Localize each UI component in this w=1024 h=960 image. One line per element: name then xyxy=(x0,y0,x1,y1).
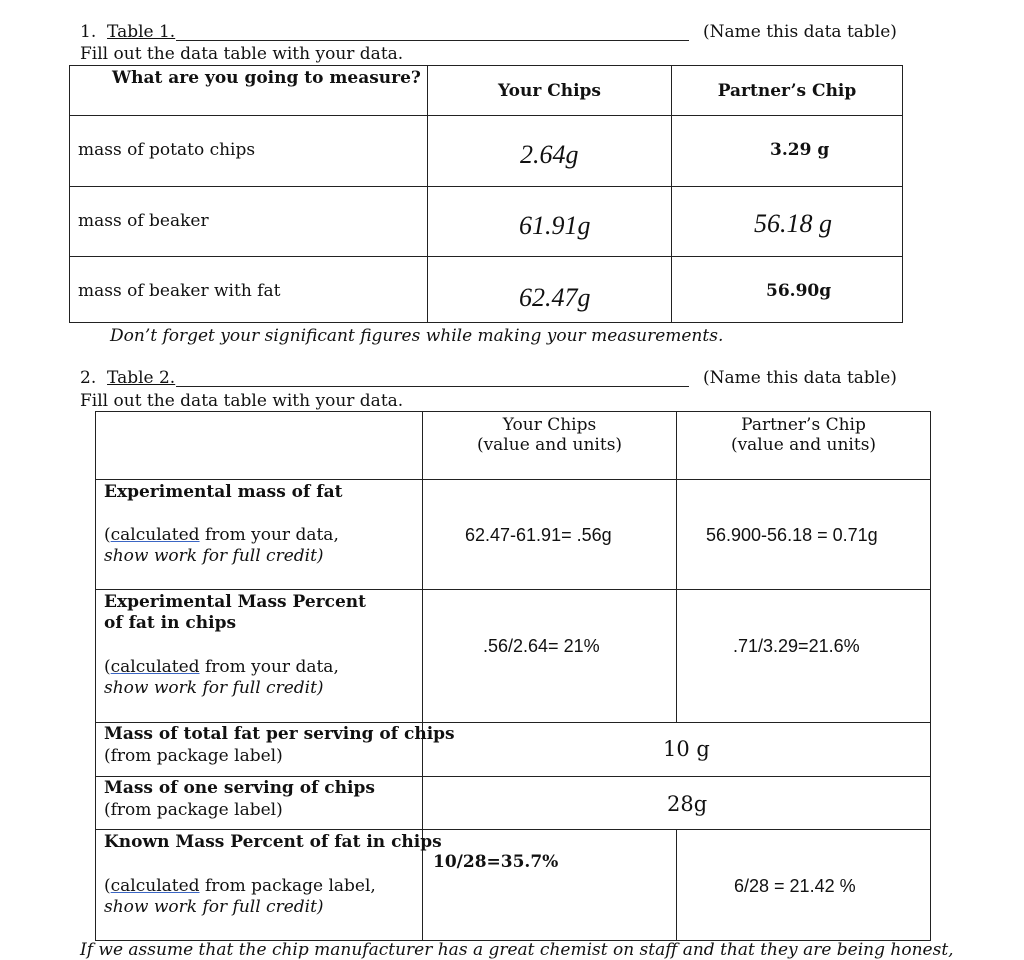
table-row xyxy=(70,187,903,257)
table2-row2-calc: (calculated from your data, xyxy=(104,657,339,677)
footer-text: If we assume that the chip manufacturer has a great chemist on staff and that they are being honest, xyxy=(80,940,954,960)
table1-row1-partner: 3.29 g xyxy=(770,140,830,160)
table1-header-row xyxy=(70,66,903,116)
table-row xyxy=(96,830,931,941)
table-row xyxy=(96,590,931,723)
table2-row3-title: Mass of total fat per serving of chips xyxy=(104,724,455,744)
table-row xyxy=(70,116,903,187)
table2-header-partner-line2: (value and units) xyxy=(730,435,877,455)
table1-row3-partner: 56.90g xyxy=(766,281,832,301)
table2-name-hint: (Name this data table) xyxy=(703,368,897,388)
table2 xyxy=(95,411,931,941)
table2-header-partner xyxy=(677,412,931,480)
table2-row5-title: Known Mass Percent of fat in chips xyxy=(104,832,442,852)
table1-header-your: Your Chips xyxy=(428,66,672,116)
table2-row4-sub: (from package label) xyxy=(104,800,283,820)
table1-heading xyxy=(80,22,175,42)
table-row xyxy=(96,777,931,830)
table2-row5-label-cell xyxy=(96,830,442,941)
table2-header-row xyxy=(96,412,931,480)
table2-row3-label-cell xyxy=(96,723,455,777)
table2-name-line[interactable] xyxy=(176,386,689,387)
table2-row5-your: 10/28=35.7% xyxy=(433,852,559,872)
table2-row1-partner-cell[interactable] xyxy=(677,480,931,590)
table2-row5-show: show work for full credit) xyxy=(104,897,324,917)
table2-row2-label-cell xyxy=(96,590,423,723)
table1-row1-label-cell xyxy=(70,116,428,187)
table2-row3-value: 10 g xyxy=(663,737,710,761)
table2-header-your xyxy=(423,412,677,480)
table2-row2-your-cell[interactable] xyxy=(423,590,677,723)
table2-title: Table 2. xyxy=(107,368,176,388)
table2-row5-partner: 6/28 = 21.42 % xyxy=(734,876,856,896)
table1-header-measure-cell xyxy=(70,66,428,116)
table-row xyxy=(96,723,931,777)
table2-header-partner-line1: Partner’s Chip xyxy=(741,415,866,435)
table2-row4-title: Mass of one serving of chips xyxy=(104,778,375,798)
table2-header-blank xyxy=(96,412,423,480)
table2-row2-show: show work for full credit) xyxy=(104,678,324,698)
table1-name-line[interactable] xyxy=(176,40,689,41)
table1-row1-your-cell[interactable] xyxy=(428,116,672,187)
table2-row4-label-cell xyxy=(96,777,423,830)
table1-title: Table 1. xyxy=(107,22,176,42)
table1-row2-your: 61.91g xyxy=(519,211,591,240)
table2-row1-your-cell[interactable] xyxy=(423,480,677,590)
table2-header-your-line1: Your Chips xyxy=(502,415,597,435)
table2-row2-title-1: Experimental Mass Percent xyxy=(104,592,366,612)
table2-row3-sub: (from package label) xyxy=(104,746,283,766)
table2-header-your-line2: (value and units) xyxy=(476,435,623,455)
table2-row2-title-2: of fat in chips xyxy=(104,613,237,633)
table1-row2-label-cell xyxy=(70,187,428,257)
sig-fig-note: Don’t forget your significant figures while making your measurements. xyxy=(110,326,724,346)
table1-row1-your: 2.64g xyxy=(520,140,579,169)
table1-row2-label: mass of beaker xyxy=(78,211,209,231)
table2-row4-value-cell[interactable] xyxy=(423,777,931,830)
table1-row2-your-cell[interactable] xyxy=(428,187,672,257)
table1-row2-partner: 56.18 g xyxy=(754,209,832,238)
table1-row3-label-cell xyxy=(70,257,428,323)
table2-row5-calc: (calculated from package label, xyxy=(104,876,376,896)
table2-instruction: Fill out the data table with your data. xyxy=(80,391,404,411)
table2-row2-your: .56/2.64= 21% xyxy=(483,636,600,656)
table2-row4-value: 28g xyxy=(667,792,708,816)
table-row xyxy=(96,480,931,590)
table2-number: 2. xyxy=(80,368,97,388)
table2-row1-title: Experimental mass of fat xyxy=(104,482,343,502)
table2-row2-partner: .71/3.29=21.6% xyxy=(733,636,860,656)
table1-row3-label: mass of beaker with fat xyxy=(78,281,281,301)
table1-instruction: Fill out the data table with your data. xyxy=(80,44,404,64)
table2-row2-partner-cell[interactable] xyxy=(677,590,931,723)
table1-row1-label: mass of potato chips xyxy=(78,140,256,160)
table1-header-measure: What are you going to measure? xyxy=(112,68,421,88)
table1-row3-your: 62.47g xyxy=(519,283,591,312)
table2-row1-partner: 56.900-56.18 = 0.71g xyxy=(706,525,878,545)
table2-row1-label-cell xyxy=(96,480,423,590)
table2-row5-your-cell[interactable] xyxy=(423,830,677,941)
table1-row1-partner-cell[interactable] xyxy=(672,116,903,187)
table2-row1-calc: (calculated from your data, xyxy=(104,525,339,545)
table1-row2-partner-cell[interactable] xyxy=(672,187,903,257)
table2-heading xyxy=(80,368,175,388)
table1-row3-your-cell[interactable] xyxy=(428,257,672,323)
table1-name-hint: (Name this data table) xyxy=(703,22,897,42)
table1-header-partner: Partner’s Chip xyxy=(672,66,903,116)
table1 xyxy=(69,65,903,323)
table2-row5-partner-cell[interactable] xyxy=(677,830,931,941)
table2-row1-your: 62.47-61.91= .56g xyxy=(465,525,612,545)
table1-number: 1. xyxy=(80,22,97,42)
table-row xyxy=(70,257,903,323)
table2-row3-value-cell[interactable] xyxy=(423,723,931,777)
table2-row1-show: show work for full credit) xyxy=(104,546,324,566)
table1-row3-partner-cell[interactable] xyxy=(672,257,903,323)
